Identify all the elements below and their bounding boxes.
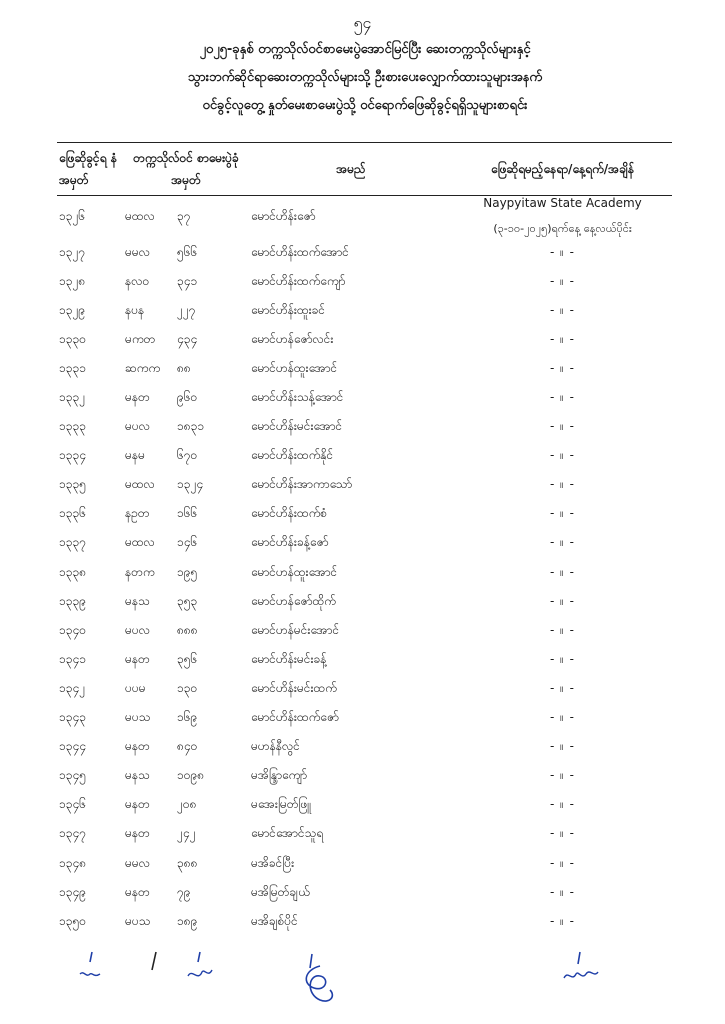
exam-region-cell: မနမ xyxy=(125,448,145,463)
exam-region-cell: မထလ xyxy=(125,535,155,550)
ditto-mark: - ။ - xyxy=(550,360,575,375)
venue-cell xyxy=(453,325,672,354)
exam-region-cell: မနတ xyxy=(125,884,150,899)
serial-cell: ၁၃၃၉ xyxy=(59,593,86,608)
table-row xyxy=(57,820,672,849)
ditto-mark: - ။ - xyxy=(550,855,575,870)
table-row xyxy=(57,413,672,442)
ditto-mark: - ။ - xyxy=(550,680,575,695)
initials-signature-3 xyxy=(560,948,606,992)
exam-region-cell: မပသ xyxy=(125,710,151,725)
exam-region-cell: မနတ xyxy=(125,739,150,754)
exam-number-cell: ၈၈ xyxy=(177,360,191,375)
exam-region-cell: မနတ xyxy=(125,797,150,812)
serial-cell: ၁၃၃၁ xyxy=(59,360,86,375)
exam-region-cell: မမလ xyxy=(125,244,150,259)
title-line-3: ဝင်ခွင့်လူတွေ့ နှုတ်မေးစာမေးပွဲသို့ ဝင်ရောက်ဖြေဆိုခွင့်ရရှိသူများစာရင်း xyxy=(202,98,528,113)
serial-cell: ၁၃၂၈ xyxy=(59,273,86,288)
venue-cell xyxy=(453,500,672,529)
candidate-name-cell: မောင်ဟန်ဇော်ထိုက် xyxy=(251,593,336,608)
candidate-name-cell: မောင်ဟိန်းထက်ကျော် xyxy=(251,273,346,288)
ditto-mark: - ။ - xyxy=(550,390,575,405)
ditto-mark: - ။ - xyxy=(550,622,575,637)
candidate-name-cell: မောင်ဟိန်းဇော် xyxy=(251,209,316,223)
exam-number-cell: ၈၈၈ xyxy=(177,622,198,637)
table-row xyxy=(57,196,672,239)
table-row xyxy=(57,238,672,267)
title-line-1: ၂၀၂၅-ခုနှစ် တက္ကသိုလ်ဝင်စာမေးပွဲအောင်မြင်ပြီး ဆေးတက္ကသိုလ်များနှင့် xyxy=(199,42,531,57)
exam-number-cell: ၃၄၁ xyxy=(177,273,198,288)
venue-schedule: (၃-၁၀-၂၀၂၅)ရက်နေ့ နေ့လယ်ပိုင်း xyxy=(493,222,632,235)
candidate-table xyxy=(57,142,672,936)
exam-number-cell: ၁၈၉ xyxy=(177,913,198,928)
table-header-row xyxy=(57,143,672,196)
exam-number-cell: ၃၅၃ xyxy=(177,593,198,608)
venue-cell xyxy=(453,733,672,762)
candidate-name-cell: မောင်ဟိန်းမင်းအောင် xyxy=(251,419,343,434)
exam-number-cell: ၄၃၄ xyxy=(177,331,198,346)
venue-cell xyxy=(453,471,672,500)
venue-cell xyxy=(453,878,672,907)
candidate-name-cell: မောင်ဟန်ထူးအောင် xyxy=(251,564,338,579)
venue-cell xyxy=(453,820,672,849)
table-row xyxy=(57,645,672,674)
serial-cell: ၁၃၃၈ xyxy=(59,564,87,579)
exam-number-cell: ၉၆၀ xyxy=(177,390,198,405)
venue-cell xyxy=(453,791,672,820)
venue-cell xyxy=(453,645,672,674)
table-row xyxy=(57,849,672,878)
exam-region-cell: မနတ xyxy=(125,390,150,405)
serial-cell: ၁၃၂၉ xyxy=(59,302,86,317)
serial-cell: ၁၃၂၆ xyxy=(59,209,86,223)
header-name: အမည် xyxy=(249,143,453,196)
ditto-mark: - ။ - xyxy=(550,651,575,666)
candidate-name-cell: မောင်ဟိန်းထက်စံ xyxy=(251,506,328,521)
venue-cell xyxy=(453,442,672,471)
exam-region-cell: မနသ xyxy=(125,768,150,783)
candidate-name-cell: မောင်ဟိန်းအာကာသော် xyxy=(251,477,353,492)
candidate-name-cell: မောင်ဟိန်းထက်အောင် xyxy=(251,244,349,259)
venue-name: Naypyitaw State Academy xyxy=(483,196,642,210)
venue-cell xyxy=(453,529,672,558)
exam-number-cell: ၁၉၅ xyxy=(177,564,198,579)
exam-number-cell: ၁၄၆ xyxy=(177,535,198,550)
serial-cell: ၁၃၄၃ xyxy=(59,710,86,725)
exam-number-cell: ၂၀၈ xyxy=(177,797,197,812)
venue-cell xyxy=(453,267,672,296)
serial-cell: ၁၃၃၅ xyxy=(59,477,86,492)
exam-number-cell: ၁၈၃၁ xyxy=(177,419,205,434)
exam-region-cell: နပန xyxy=(125,302,145,317)
exam-number-cell: ၇၉ xyxy=(177,884,191,899)
exam-number-cell: ၅၆၆ xyxy=(177,244,198,259)
table-body xyxy=(57,196,672,937)
candidate-name-cell: မောင်ဟန်ထူးအောင် xyxy=(251,360,338,375)
candidate-name-cell: မောင်ဟိန်းထူးခင် xyxy=(251,302,326,317)
table-row xyxy=(57,733,672,762)
table-row xyxy=(57,500,672,529)
exam-region-cell: မကတ xyxy=(125,331,156,346)
ditto-mark: - ။ - xyxy=(550,506,575,521)
main-signature xyxy=(290,948,350,1008)
table-row xyxy=(57,704,672,733)
exam-region-cell: မထလ xyxy=(125,209,155,223)
venue-cell xyxy=(453,587,672,616)
venue-cell xyxy=(453,704,672,733)
exam-number-cell: ၁၃၂၄ xyxy=(177,477,204,492)
serial-cell: ၁၃၃၀ xyxy=(59,331,86,346)
table-row xyxy=(57,558,672,587)
venue-cell xyxy=(453,907,672,936)
exam-region-cell: ဆကက xyxy=(125,360,161,375)
ditto-mark: - ။ - xyxy=(550,477,575,492)
ditto-mark: - ။ - xyxy=(550,884,575,899)
serial-cell: ၁၃၄၂ xyxy=(59,680,86,695)
serial-cell: ၁၃၄၅ xyxy=(59,768,86,783)
venue-cell xyxy=(453,354,672,383)
serial-cell: ၁၃၄၆ xyxy=(59,797,86,812)
table-row xyxy=(57,674,672,703)
exam-number-cell: ၂၂၇ xyxy=(177,302,196,317)
exam-region-cell: နဥတ xyxy=(125,506,150,521)
signature-row xyxy=(60,948,680,1008)
ditto-mark: - ။ - xyxy=(550,244,575,259)
ditto-mark: - ။ - xyxy=(550,710,575,725)
serial-cell: ၁၃၃၃ xyxy=(59,419,86,434)
candidate-name-cell: မောင်ဟိန်းသန့်အောင် xyxy=(251,390,344,405)
serial-cell: ၁၃၄၉ xyxy=(59,884,86,899)
serial-cell: ၁၃၃၇ xyxy=(59,535,86,550)
exam-region-cell: နတက xyxy=(125,564,155,579)
ditto-mark: - ။ - xyxy=(550,419,575,434)
table-row xyxy=(57,471,672,500)
exam-region-cell: မပလ xyxy=(125,622,150,637)
ditto-mark: - ။ - xyxy=(550,273,575,288)
venue-cell xyxy=(453,296,672,325)
candidate-name-cell: မောင်ဟိန်းမင်းထက် xyxy=(251,680,337,695)
exam-number-cell: ၆၇၀ xyxy=(177,448,198,463)
candidate-name-cell: မောင်ဟိန်းထက်ဇော် xyxy=(251,710,339,725)
serial-cell: ၁၃၅၀ xyxy=(59,913,86,928)
table-row xyxy=(57,587,672,616)
exam-number-cell: ၃၇ xyxy=(177,209,191,223)
candidate-name-cell: မောင်ဟိန်းခန့်ဇော် xyxy=(251,535,329,550)
ditto-mark: - ။ - xyxy=(550,797,575,812)
exam-region-cell: မမလ xyxy=(125,855,150,870)
serial-cell: ၁၃၄၁ xyxy=(59,651,86,666)
serial-cell: ၁၃၂၇ xyxy=(59,244,86,259)
serial-cell: ၁၃၄၀ xyxy=(59,622,86,637)
table-row xyxy=(57,762,672,791)
ditto-mark: - ။ - xyxy=(550,535,575,550)
candidate-name-cell: မောင်အောင်သူရ xyxy=(251,826,324,841)
venue-cell xyxy=(453,413,672,442)
table-row xyxy=(57,325,672,354)
serial-cell: ၁၃၃၂ xyxy=(59,390,86,405)
initials-signature-1 xyxy=(74,948,114,992)
venue-cell xyxy=(453,558,672,587)
candidate-name-cell: မအိန္ဒြာကျော် xyxy=(251,768,308,783)
candidate-name-cell: မောင်ဟန်ဇော်လင်း xyxy=(251,331,334,346)
table-row xyxy=(57,907,672,936)
header-venue: ဖြေဆိုရမည့်နေရာ/နေ့ရက်/အချိန် xyxy=(453,143,672,196)
exam-region-cell: နလဝ xyxy=(125,273,150,288)
table-row xyxy=(57,296,672,325)
document-title xyxy=(60,36,670,120)
candidate-name-cell: မအိခင်ပြီး xyxy=(251,855,295,870)
serial-cell: ၁၃၄၈ xyxy=(59,855,87,870)
exam-region-cell: မနတ xyxy=(125,826,150,841)
table-row xyxy=(57,616,672,645)
exam-region-cell: မပသ xyxy=(125,913,151,928)
exam-number-cell: ၈၄၀ xyxy=(177,739,198,754)
table-row xyxy=(57,878,672,907)
initials-signature-2 xyxy=(180,948,220,992)
exam-number-cell: ၃၈၈ xyxy=(177,855,198,870)
title-line-2: သွားဘက်ဆိုင်ရာဆေးတက္ကသိုလ်များသို့ ဦးစားပေးလျှောက်ထားသူများအနက် xyxy=(187,70,543,85)
ditto-mark: - ။ - xyxy=(550,739,575,754)
exam-region-cell: မနတ xyxy=(125,651,150,666)
serial-cell: ၁၃၄၇ xyxy=(59,826,86,841)
table-row xyxy=(57,383,672,412)
exam-region-cell: မနသ xyxy=(125,593,150,608)
venue-cell xyxy=(453,383,672,412)
table-row xyxy=(57,354,672,383)
ditto-mark: - ။ - xyxy=(550,331,575,346)
exam-number-cell: ၁၆၆ xyxy=(177,506,198,521)
exam-region-cell: ပပမ xyxy=(125,680,146,695)
exam-number-cell: ၃၅၆ xyxy=(177,651,198,666)
exam-number-cell: ၁၃၀ xyxy=(177,680,198,695)
serial-cell: ၁၃၄၄ xyxy=(59,739,86,754)
table-row xyxy=(57,529,672,558)
exam-number-cell: ၁၀၉၈ xyxy=(177,768,205,783)
candidate-name-cell: မအိမြတ်ချယ် xyxy=(251,884,310,899)
candidate-name-cell: မောင်ဟန်မင်းအောင် xyxy=(251,622,340,637)
venue-cell xyxy=(453,616,672,645)
candidate-name-cell: မအိချစ်ပိုင် xyxy=(251,913,298,928)
table-row xyxy=(57,267,672,296)
venue-cell xyxy=(453,238,672,267)
candidate-name-cell: မောင်ဟိန်းမင်းခန့် xyxy=(251,651,327,666)
page-number: ၅၄ xyxy=(353,13,372,32)
serial-cell: ၁၃၃၆ xyxy=(59,506,86,521)
candidate-name-cell: မဟန်နီလွင် xyxy=(251,739,300,754)
candidate-name-cell: မောင်ဟိန်းထက်နိုင် xyxy=(251,448,334,463)
exam-number-cell: ၁၆၉ xyxy=(177,710,198,725)
venue-cell xyxy=(453,674,672,703)
table-row xyxy=(57,791,672,820)
table-row xyxy=(57,442,672,471)
ditto-mark: - ။ - xyxy=(550,448,575,463)
ditto-mark: - ။ - xyxy=(550,302,575,317)
ditto-mark: - ။ - xyxy=(550,913,575,928)
venue-cell xyxy=(453,849,672,878)
exam-region-cell: မထလ xyxy=(125,477,155,492)
ditto-mark: - ။ - xyxy=(550,564,575,579)
ditto-mark: - ။ - xyxy=(550,826,575,841)
ditto-mark: - ။ - xyxy=(550,593,575,608)
venue-cell xyxy=(453,762,672,791)
slash-mark xyxy=(144,948,164,978)
serial-cell: ၁၃၃၄ xyxy=(59,448,86,463)
exam-number-cell: ၂၄၂ xyxy=(177,826,196,841)
header-serial: ဖြေဆိုခွင့်ရ နံအမှတ် xyxy=(57,143,123,196)
ditto-mark: - ။ - xyxy=(550,768,575,783)
header-exam-number: တက္ကသိုလ်ဝင် စာမေးပွဲခုံအမှတ် xyxy=(123,143,249,196)
candidate-name-cell: မအေးမြတ်ဖြူ xyxy=(251,797,311,812)
exam-region-cell: မပလ xyxy=(125,419,150,434)
venue-cell xyxy=(453,196,672,239)
